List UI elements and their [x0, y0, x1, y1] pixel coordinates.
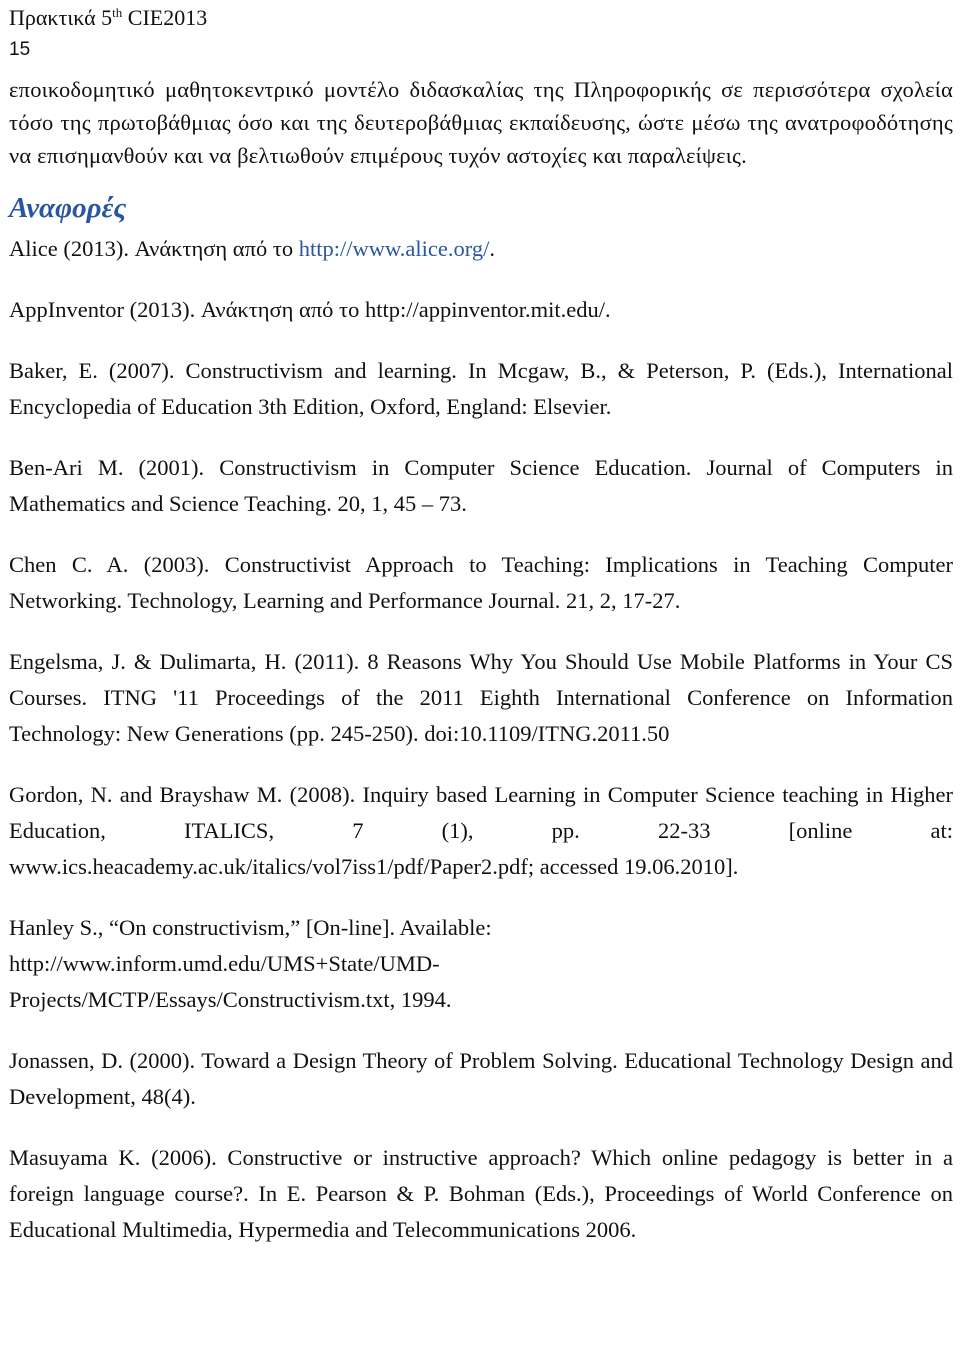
reference-item: Masuyama K. (2006). Constructive or instructive approach? Which online pedagogy is better in a foreign language course?. In E. Pearson & P. Bohman (Eds.), Proceedings of World Conference on Educational Multimedia, Hypermedia and Telecommunications 2006.	[9, 1145, 953, 1242]
reference-line: Hanley S., “On constructivism,” [On-line]. Available:	[9, 915, 492, 940]
reference-item: Baker, E. (2007). Constructivism and learning. In Mcgaw, B., & Peterson, P. (Eds.), International Encyclopedia of Education 3th Edition, Oxford, England: Elsevier.	[9, 358, 953, 419]
reference-item: Chen C. A. (2003). Constructivist Approach to Teaching: Implications in Teaching Computer Networking. Technology, Learning and Performance Journal. 21, 2, 17-27.	[9, 552, 953, 613]
reference-url-line: http://www.inform.umd.edu/UMS+State/UMD-	[9, 951, 440, 976]
page-number: 15	[9, 39, 31, 60]
references-list	[9, 231, 953, 1248]
document-page	[9, 0, 953, 1248]
journal-title-suffix: CIE2013	[122, 5, 208, 30]
reference-item	[9, 231, 953, 267]
reference-text: Alice (2013). Ανάκτηση από το	[9, 236, 299, 261]
reference-item	[9, 910, 953, 1018]
journal-title-superscript: th	[112, 5, 123, 20]
reference-url-line: Projects/MCTP/Essays/Constructivism.txt, 1994.	[9, 987, 452, 1012]
intro-paragraph: εποικοδομητικό μαθητοκεντρικό μοντέλο διδασκαλίας της Πληροφορικής σε περισσότερα σχολεία τόσο της πρωτοβάθμιας όσο και της δευτεροβάθμιας εκπαίδευσης, ώστε μέσω της ανατροφοδότησης να επισημανθούν και να βελτιωθούν επιμέρους τυχόν αστοχίες και παραλείψεις.	[9, 77, 953, 168]
reference-item: Ben-Ari M. (2001). Constructivism in Computer Science Education. Journal of Computers in Mathematics and Science Teaching. 20, 1, 45 – 73.	[9, 455, 953, 516]
journal-title: Πρακτικά 5	[9, 5, 113, 30]
reference-text-end: .	[489, 236, 495, 261]
running-header	[9, 5, 953, 31]
reference-item: Engelsma, J. & Dulimarta, H. (2011). 8 Reasons Why You Should Use Mobile Platforms in Your CS Courses. ITNG '11 Proceedings of the 2011 Eighth International Conference on Information Technology: New Generations (pp. 245-250). doi:10.1109/ITNG.2011.50	[9, 649, 953, 746]
reference-item: Jonassen, D. (2000). Toward a Design Theory of Problem Solving. Educational Technology Design and Development, 48(4).	[9, 1048, 953, 1109]
reference-link[interactable]: http://www.alice.org/	[298, 236, 490, 261]
reference-item: AppInventor (2013). Ανάκτηση από το http://appinventor.mit.edu/.	[9, 297, 611, 322]
references-heading: Αναφορές	[9, 192, 127, 224]
reference-item: Gordon, N. and Brayshaw M. (2008). Inquiry based Learning in Computer Science teaching in Higher Education, ITALICS, 7 (1), pp. 22-33 [online at: www.ics.heacademy.ac.uk/italics/vol7iss1/pdf/Paper2.pdf; accessed 19.06.2010].	[9, 782, 953, 879]
